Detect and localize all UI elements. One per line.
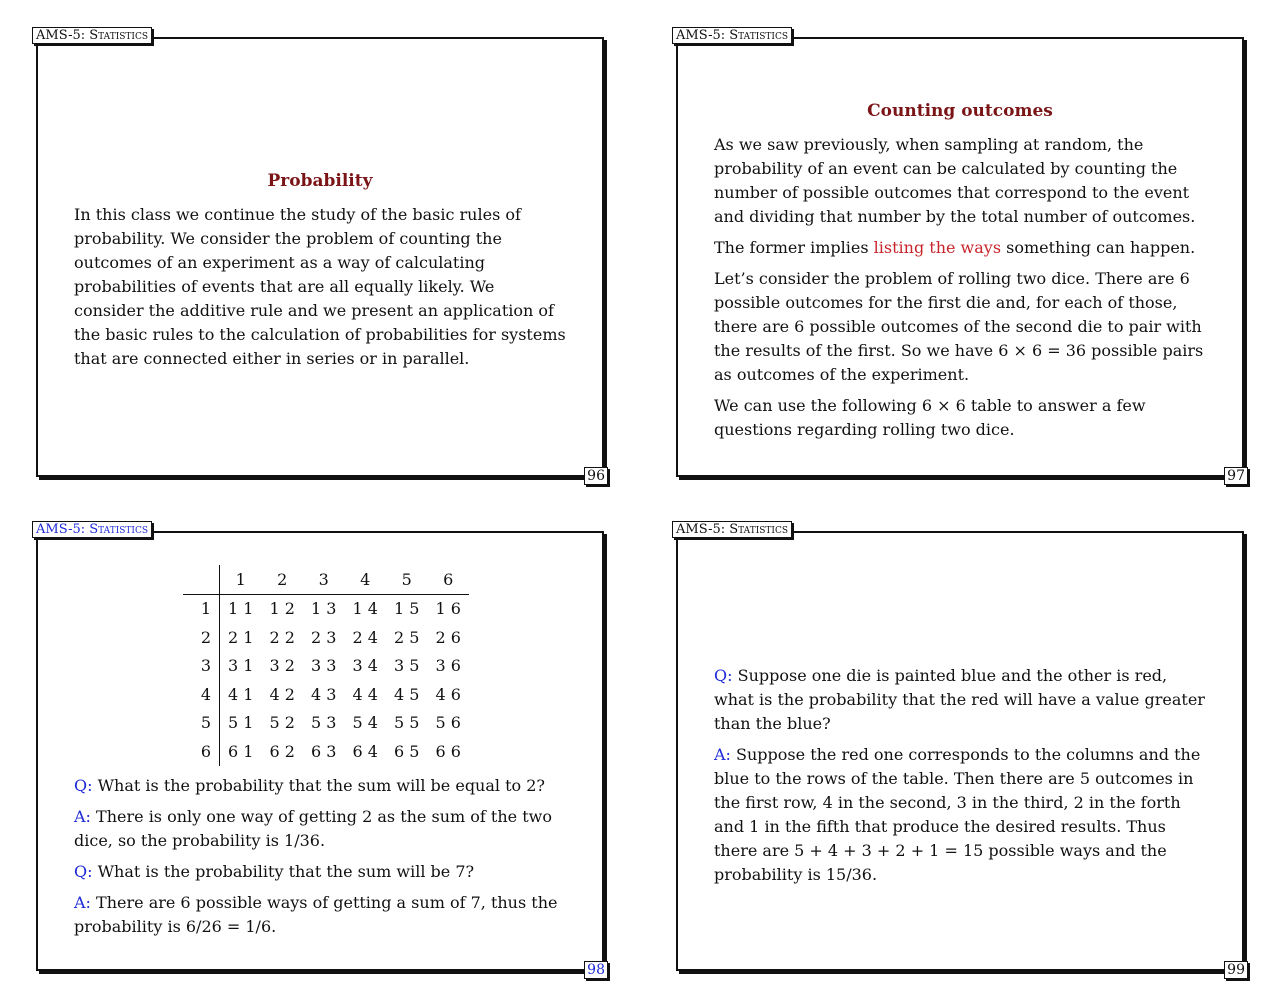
table-cell: 2 6 (435, 627, 461, 647)
table-cell: 1 6 (435, 599, 461, 619)
table-cell: 4 2 (269, 684, 295, 704)
table-cell: 6 2 (269, 741, 295, 761)
page-number: 99 (1224, 961, 1248, 979)
table-row (183, 594, 469, 623)
answer: A: There is only one way of getting 2 as the sum of the two dice, so the probability is 1/36. (74, 807, 552, 850)
table-cell: 5 5 (394, 713, 420, 733)
column-header: 5 (386, 565, 428, 594)
table-cell: 6 3 (311, 741, 337, 761)
table-cell: 3 4 (352, 656, 378, 676)
slide-98 (36, 522, 605, 978)
table-cell: 6 4 (352, 741, 378, 761)
table-cell: 1 1 (228, 599, 254, 619)
answer: A: There are 6 possible ways of getting a sum of 7, thus the probability is 6/26 = 1/6. (74, 893, 558, 936)
highlight-phrase: listing the ways (873, 238, 1002, 257)
course-tag: AMS-5: Statistics (672, 27, 792, 44)
slide-content (714, 99, 1206, 449)
table-cell: 6 1 (228, 741, 254, 761)
table-cell: 2 4 (352, 627, 378, 647)
course-tag: AMS-5: Statistics (672, 521, 792, 538)
table-cell: 5 1 (228, 713, 254, 733)
column-header: 4 (345, 565, 387, 594)
row-header: 5 (183, 709, 220, 738)
column-header: 3 (303, 565, 345, 594)
table-cell: 6 5 (394, 741, 420, 761)
answer-label: A: (714, 745, 731, 764)
table-row (183, 737, 469, 766)
table-cell: 5 6 (435, 713, 461, 733)
table-cell: 2 3 (311, 627, 337, 647)
table-cell: 1 2 (269, 599, 295, 619)
page-number: 96 (584, 467, 608, 485)
table-row (183, 680, 469, 709)
course-tag-link[interactable]: AMS-5: Statistics (32, 521, 152, 538)
answer: A: Suppose the red one corresponds to the columns and the blue to the rows of the table. Then there are 5 outcomes in the first row, 4 in the second, 3 in the third, 2 in the forth and 1 in the fifth that produce the desired results. Thus there are 5 + 4 + 3 + 2 + 1 = 15 possible ways and the probability is 15/36. (714, 745, 1201, 884)
paragraph: The former implies listing the ways something can happen. (714, 238, 1196, 257)
row-header: 4 (183, 680, 220, 709)
column-header: 1 (220, 565, 262, 594)
table-cell: 3 2 (269, 656, 295, 676)
question: Q: What is the probability that the sum will be equal to 2? (74, 776, 546, 795)
table-cell: 5 3 (311, 713, 337, 733)
answer-label: A: (74, 807, 91, 826)
table-cell: 4 3 (311, 684, 337, 704)
slide-content (74, 169, 566, 378)
table-row (183, 652, 469, 681)
table-cell: 4 6 (435, 684, 461, 704)
slide-content (74, 774, 566, 946)
slide-body: In this class we continue the study of the basic rules of probability. We consider the problem of counting the outcomes of an experiment as a way of calculating probabilities of events that are all equally likely. We consider the additive rule and we present an application of the basic rules to the calculation of probabilities for systems that are connected either in series or in parallel. (74, 205, 566, 368)
row-header: 1 (183, 594, 220, 623)
slide-97 (676, 28, 1245, 484)
table-cell: 3 3 (311, 656, 337, 676)
table-corner (183, 565, 220, 594)
dice-outcomes-table (183, 565, 469, 766)
paragraph: As we saw previously, when sampling at random, the probability of an event can be calculated by counting the number of possible outcomes that correspond to the event and dividing that number by the total number of outcomes. (714, 135, 1196, 226)
question-label: Q: (714, 666, 733, 685)
column-header: 6 (428, 565, 470, 594)
row-header: 6 (183, 737, 220, 766)
table-cell: 5 4 (352, 713, 378, 733)
table-cell: 4 4 (352, 684, 378, 704)
table-header-row (183, 565, 469, 594)
page-number: 97 (1224, 467, 1248, 485)
slide-title: Probability (267, 171, 373, 191)
question: Q: Suppose one die is painted blue and the other is red, what is the probability that the red will have a value greater than the blue? (714, 666, 1205, 733)
table-row (183, 623, 469, 652)
table-cell: 1 3 (311, 599, 337, 619)
table-cell: 2 1 (228, 627, 254, 647)
course-tag: AMS-5: Statistics (32, 27, 152, 44)
table-cell: 2 2 (269, 627, 295, 647)
table-cell: 3 1 (228, 656, 254, 676)
paragraph: Let’s consider the problem of rolling two dice. There are 6 possible outcomes for the first die and, for each of those, there are 6 possible outcomes of the second die to pair with the results of the first. So we have 6 × 6 = 36 possible pairs as outcomes of the experiment. (714, 269, 1204, 384)
table-cell: 6 6 (435, 741, 461, 761)
table-cell: 1 5 (394, 599, 420, 619)
slide-96 (36, 28, 605, 484)
paragraph: We can use the following 6 × 6 table to answer a few questions regarding rolling two dice. (714, 396, 1146, 439)
table-cell: 4 5 (394, 684, 420, 704)
page-number-link[interactable]: 98 (584, 961, 608, 979)
table-cell: 2 5 (394, 627, 420, 647)
row-header: 2 (183, 623, 220, 652)
question: Q: What is the probability that the sum will be 7? (74, 862, 475, 881)
slide-content (714, 664, 1206, 894)
table-cell: 1 4 (352, 599, 378, 619)
answer-label: A: (74, 893, 91, 912)
table-cell: 4 1 (228, 684, 254, 704)
table-cell: 5 2 (269, 713, 295, 733)
slide-99 (676, 522, 1245, 978)
column-header: 2 (262, 565, 304, 594)
question-label: Q: (74, 862, 93, 881)
table-cell: 3 6 (435, 656, 461, 676)
slide-title: Counting outcomes (867, 101, 1053, 121)
question-label: Q: (74, 776, 93, 795)
row-header: 3 (183, 652, 220, 681)
table-row (183, 709, 469, 738)
table-cell: 3 5 (394, 656, 420, 676)
